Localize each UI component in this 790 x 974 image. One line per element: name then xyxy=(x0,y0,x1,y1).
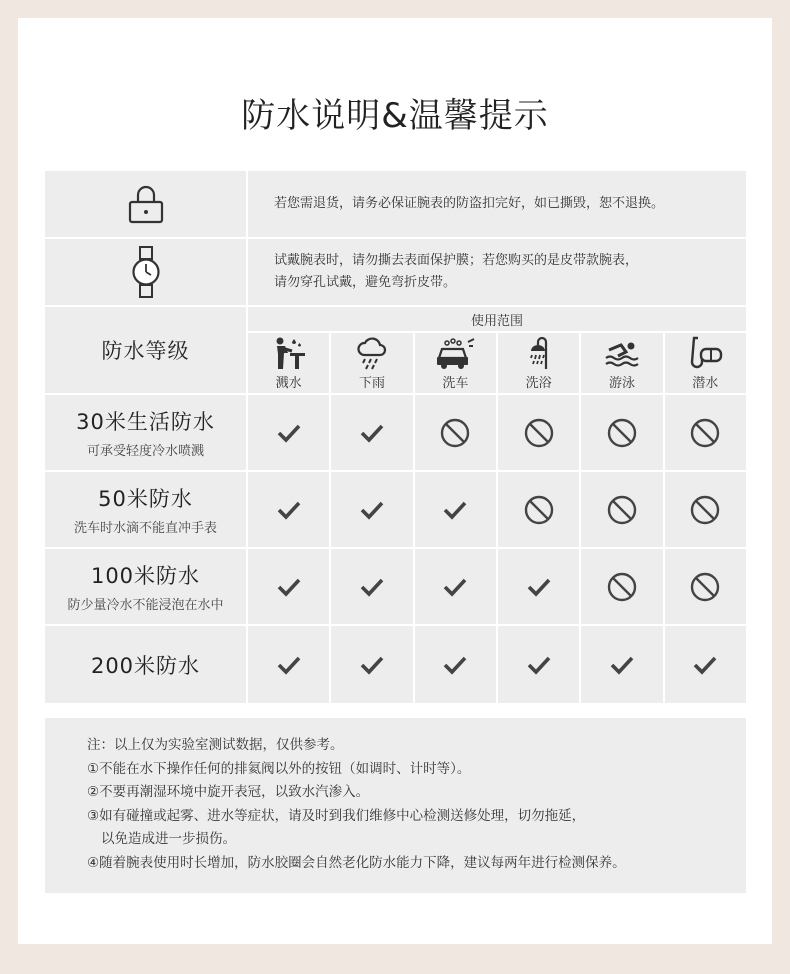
check-icon xyxy=(356,649,388,681)
usage-cell xyxy=(248,549,331,624)
check-icon xyxy=(689,649,721,681)
check-icon xyxy=(439,571,471,603)
column-label: 下雨 xyxy=(358,375,385,391)
shower-icon xyxy=(522,336,556,370)
splash-water-icon xyxy=(272,336,306,370)
usage-cell xyxy=(248,626,331,703)
usage-cell xyxy=(665,626,746,703)
usage-cell xyxy=(415,549,498,624)
usage-cell xyxy=(581,549,664,624)
note-item: ④随着腕表使用时长增加，防水胶圈会自然老化防水能力下降，建议每两年进行检测保养。 xyxy=(87,854,626,871)
swimming-icon xyxy=(604,336,640,370)
note-item: ③如有碰撞或起雾、进水等症状，请及时到我们维修中心检测送修处理，切勿拖延， xyxy=(87,807,586,824)
usage-cell xyxy=(498,472,581,547)
check-icon xyxy=(273,649,305,681)
note-intro: 注：以上仅为实验室测试数据，仅供参考。 xyxy=(87,737,344,753)
page-title: 防水说明&温馨提示 xyxy=(241,96,549,136)
note-item: ①不能在水下操作任何的排氦阀以外的按钮（如调时、计时等）。 xyxy=(87,760,471,777)
check-icon xyxy=(606,649,638,681)
info-row-return xyxy=(45,171,746,239)
level-subtitle: 防少量冷水不能浸泡在水中 xyxy=(67,598,224,613)
info-row-tryon xyxy=(45,239,746,307)
check-icon xyxy=(439,494,471,526)
watch-icon xyxy=(45,239,248,305)
column-label: 游泳 xyxy=(608,375,635,391)
prohibited-icon xyxy=(523,417,555,449)
rain-cloud-icon xyxy=(355,336,389,370)
usage-cell xyxy=(331,472,414,547)
usage-cell xyxy=(415,472,498,547)
usage-cell xyxy=(498,395,581,470)
usage-cell xyxy=(248,395,331,470)
column-rain xyxy=(331,333,414,393)
note-item-continued: 以免造成进一步损伤。 xyxy=(101,831,236,847)
check-icon xyxy=(273,571,305,603)
check-icon xyxy=(356,494,388,526)
column-dive xyxy=(665,333,746,393)
info-text-line-1: 试戴腕表时，请勿撕去表面保护膜；若您购买的是皮带款腕表， xyxy=(274,253,639,268)
notes-box xyxy=(45,718,746,893)
column-label: 溅水 xyxy=(275,375,302,391)
level-subtitle: 洗车时水滴不能直冲手表 xyxy=(73,521,217,536)
usage-cell xyxy=(248,472,331,547)
level-subtitle: 可承受轻度冷水喷溅 xyxy=(86,444,204,459)
usage-cell xyxy=(415,395,498,470)
lock-icon xyxy=(45,171,248,237)
diving-mask-icon xyxy=(687,336,723,370)
prohibited-icon xyxy=(606,571,638,603)
level-row-50m xyxy=(45,472,746,549)
prohibited-icon xyxy=(439,417,471,449)
check-icon xyxy=(273,417,305,449)
check-icon xyxy=(439,649,471,681)
column-label: 洗浴 xyxy=(525,375,552,391)
waterproof-table xyxy=(45,171,746,703)
usage-range-label: 使用范围 xyxy=(248,307,746,333)
column-splash xyxy=(248,333,331,393)
level-header-label: 防水等级 xyxy=(101,339,190,363)
level-title: 200米防水 xyxy=(90,653,201,678)
column-label: 洗车 xyxy=(442,375,469,391)
usage-cell xyxy=(665,549,746,624)
prohibited-icon xyxy=(689,417,721,449)
level-row-200m xyxy=(45,626,746,703)
prohibited-icon xyxy=(523,494,555,526)
car-wash-icon xyxy=(435,336,475,370)
level-title: 30米生活防水 xyxy=(76,410,215,434)
level-title: 50米防水 xyxy=(98,487,193,511)
usage-cell xyxy=(498,626,581,703)
usage-cell xyxy=(665,395,746,470)
usage-cell xyxy=(581,395,664,470)
column-label: 潜水 xyxy=(692,375,719,391)
usage-cell xyxy=(331,626,414,703)
usage-cell xyxy=(581,626,664,703)
level-title: 100米防水 xyxy=(90,564,201,588)
usage-cell xyxy=(581,472,664,547)
column-swim xyxy=(581,333,664,393)
prohibited-icon xyxy=(606,417,638,449)
check-icon xyxy=(523,649,555,681)
info-text: 若您需退货，请务必保证腕表的防盗扣完好，如已撕毁，恕不退换。 xyxy=(274,196,665,211)
column-carwash xyxy=(415,333,498,393)
usage-cell xyxy=(498,549,581,624)
prohibited-icon xyxy=(689,494,721,526)
check-icon xyxy=(523,571,555,603)
prohibited-icon xyxy=(606,494,638,526)
usage-cell xyxy=(331,549,414,624)
usage-cell xyxy=(415,626,498,703)
level-row-100m xyxy=(45,549,746,626)
column-bath xyxy=(498,333,581,393)
usage-cell xyxy=(331,395,414,470)
level-row-30m xyxy=(45,395,746,472)
note-item: ②不要再潮湿环境中旋开表冠，以致水汽渗入。 xyxy=(87,784,370,800)
usage-header-row xyxy=(45,307,746,395)
check-icon xyxy=(356,417,388,449)
prohibited-icon xyxy=(689,571,721,603)
check-icon xyxy=(356,571,388,603)
usage-cell xyxy=(665,472,746,547)
check-icon xyxy=(273,494,305,526)
info-text-line-2: 请勿穿孔试戴，避免弯折皮带。 xyxy=(274,275,457,290)
